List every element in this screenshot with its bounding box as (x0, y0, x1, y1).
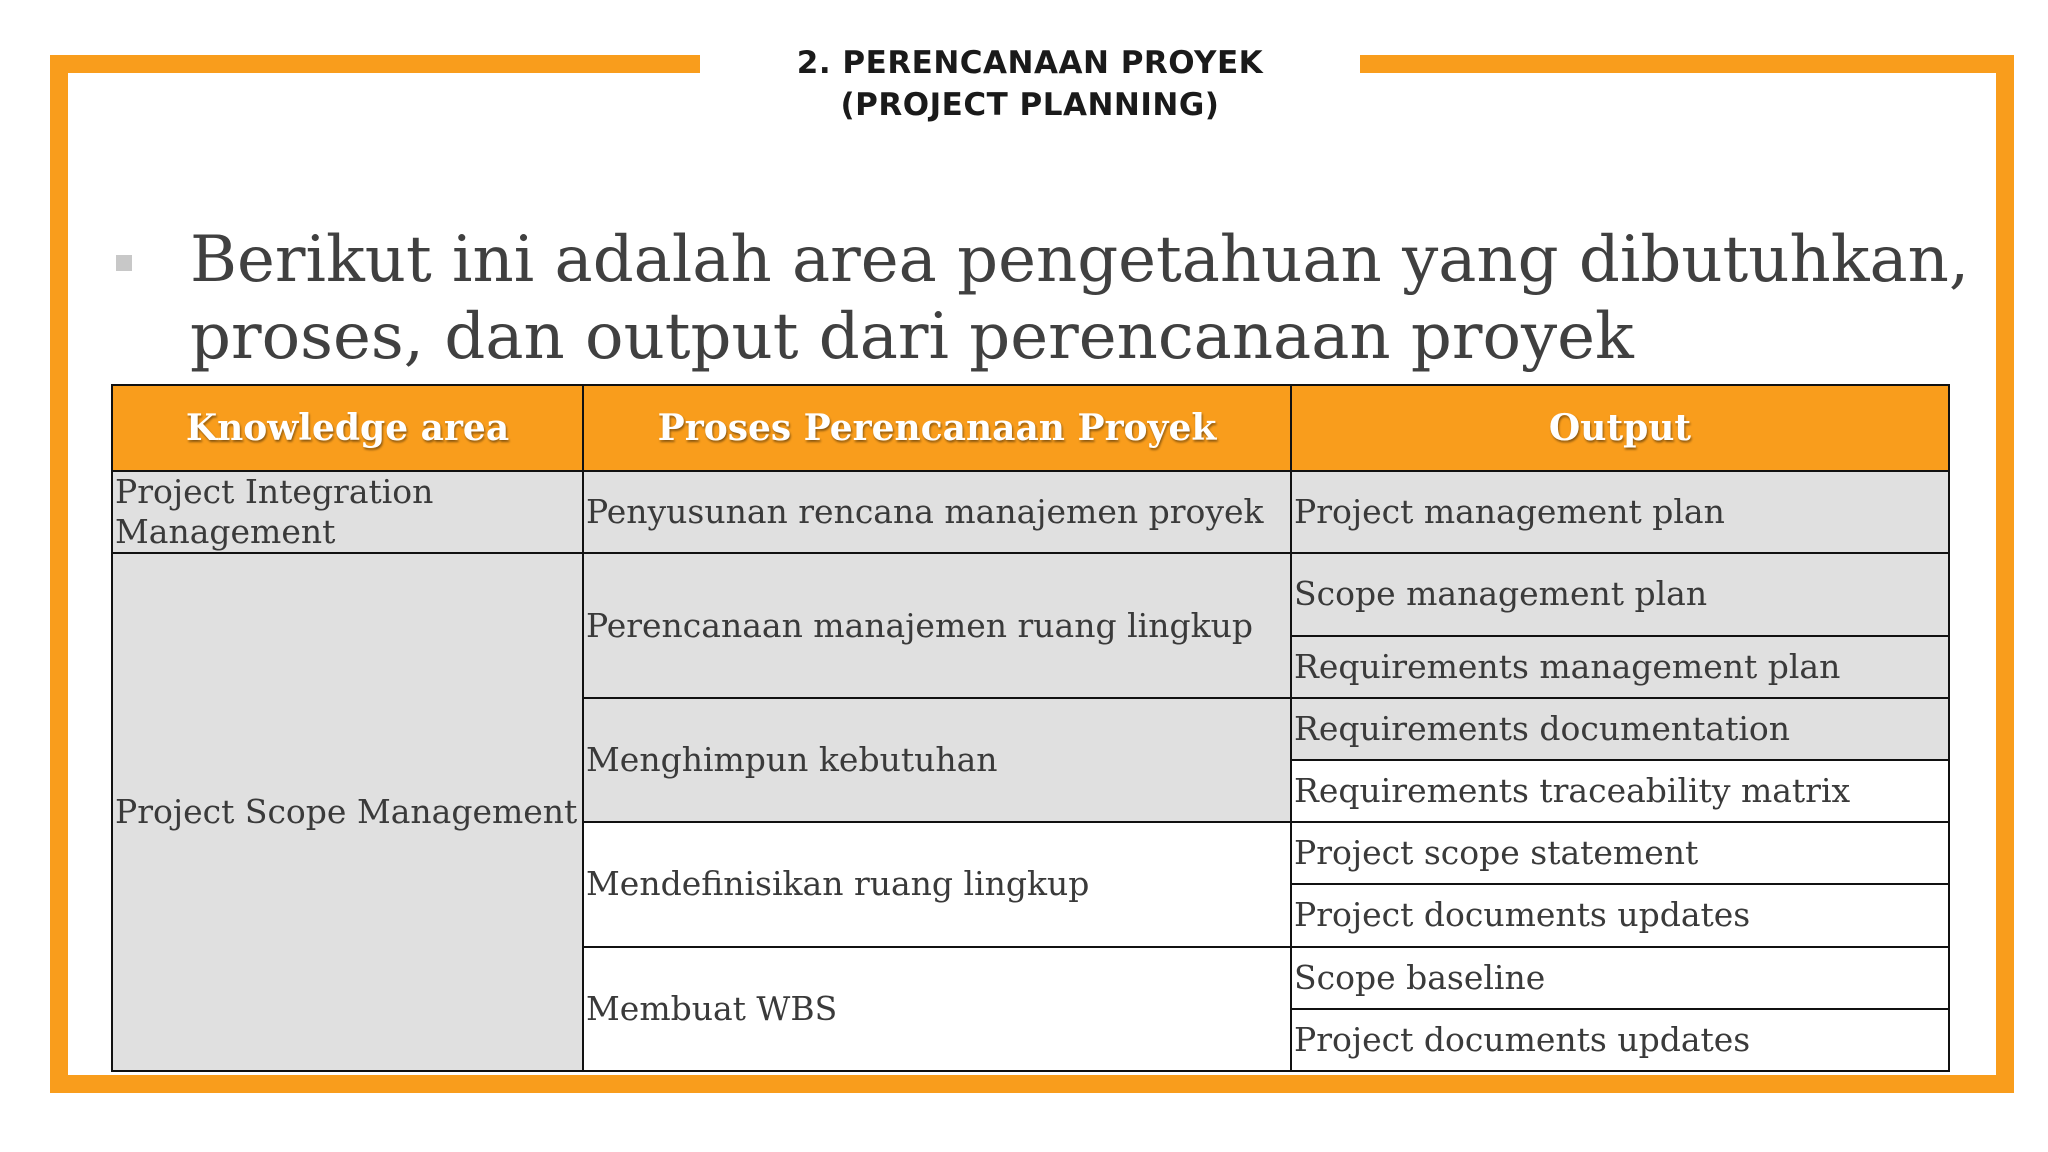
bullet-marker (116, 255, 132, 271)
header-process: Proses Perencanaan Proyek (583, 385, 1291, 471)
process-cell: Mendefinisikan ruang lingkup (583, 822, 1291, 946)
header-output: Output (1291, 385, 1949, 471)
knowledge-area-cell: Project Scope Management (112, 553, 583, 1071)
title-line-2: (PROJECT PLANNING) (840, 87, 1220, 123)
title-line-1: 2. PERENCANAAN PROYEK (796, 45, 1264, 81)
output-cell: Scope management plan (1291, 553, 1949, 635)
output-cell: Requirements traceability matrix (1291, 760, 1949, 822)
output-cell: Project documents updates (1291, 1009, 1949, 1071)
knowledge-area-cell: Project Integration Management (112, 471, 583, 553)
process-cell: Perencanaan manajemen ruang lingkup (583, 553, 1291, 697)
process-cell: Membuat WBS (583, 947, 1291, 1071)
table-row (112, 471, 1949, 553)
output-cell: Project scope statement (1291, 822, 1949, 884)
output-cell: Requirements management plan (1291, 636, 1949, 698)
table-header-row (112, 385, 1949, 471)
table-row (112, 553, 1949, 635)
process-cell: Menghimpun kebutuhan (583, 698, 1291, 822)
output-cell: Project management plan (1291, 471, 1949, 553)
header-knowledge-area: Knowledge area (112, 385, 583, 471)
output-cell: Project documents updates (1291, 884, 1949, 946)
output-cell: Requirements documentation (1291, 698, 1949, 760)
output-cell: Scope baseline (1291, 947, 1949, 1009)
slide-title (700, 42, 1360, 126)
bullet-text: Berikut ini adalah area pengetahuan yang dibutuhkan, proses, dan output dari perencanaan proyek (190, 223, 1970, 374)
process-cell: Penyusunan rencana manajemen proyek (583, 471, 1291, 553)
planning-table (111, 384, 1950, 1072)
